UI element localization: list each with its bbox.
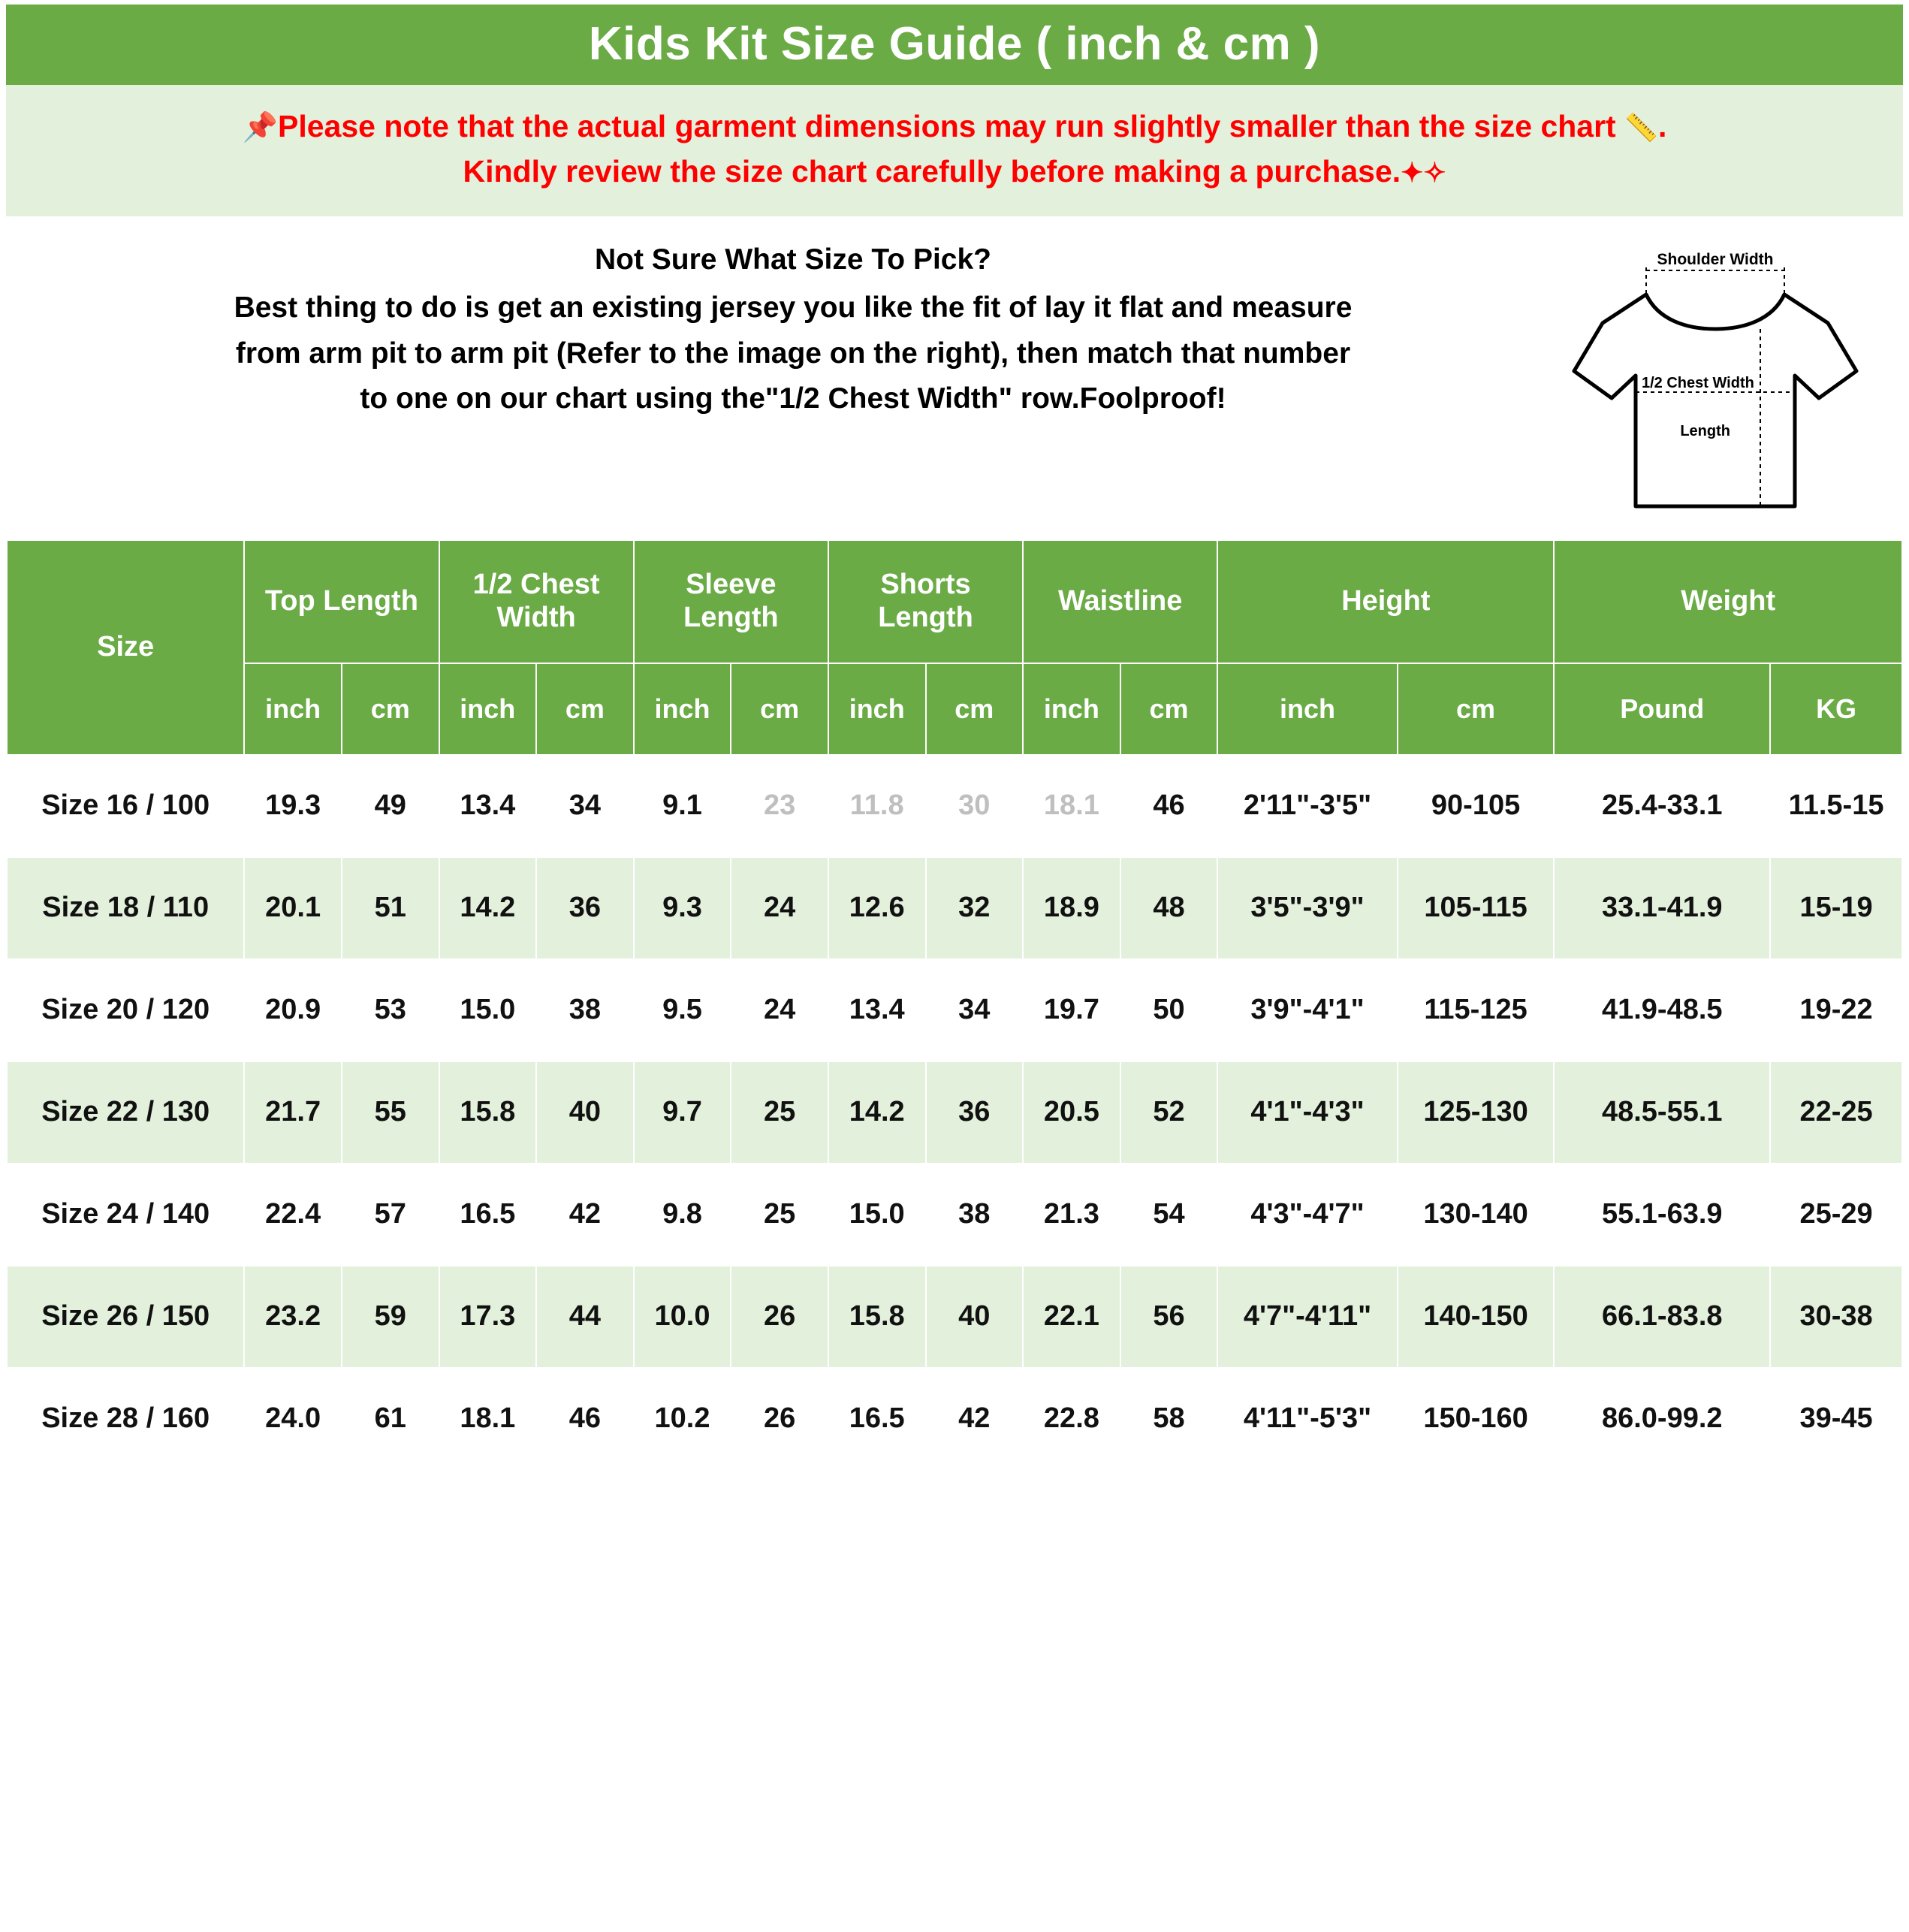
cell: 55.1-63.9 <box>1554 1164 1770 1266</box>
cell: 17.3 <box>439 1266 537 1368</box>
cell: 22-25 <box>1770 1061 1902 1164</box>
cell: 25 <box>731 1164 828 1266</box>
help-line-3: to one on our chart using the"1/2 Chest Width" row.Foolproof! <box>360 382 1226 415</box>
cell: 54 <box>1120 1164 1218 1266</box>
cell: 25 <box>731 1061 828 1164</box>
cell: 4'7"-4'11" <box>1217 1266 1397 1368</box>
cell: 26 <box>731 1368 828 1470</box>
cell: 26 <box>731 1266 828 1368</box>
cell: 9.8 <box>634 1164 731 1266</box>
table-header-groups <box>7 540 1902 663</box>
cell: 16.5 <box>828 1368 926 1470</box>
cell: 36 <box>926 1061 1024 1164</box>
cell: 25.4-33.1 <box>1554 755 1770 857</box>
unit-sleeve-cm: cm <box>731 663 828 755</box>
header-half-chest-width: 1/2 Chest Width <box>439 540 634 663</box>
unit-sleeve-inch: inch <box>634 663 731 755</box>
unit-weight-pound: Pound <box>1554 663 1770 755</box>
unit-top-length-inch: inch <box>244 663 342 755</box>
header-height: Height <box>1217 540 1554 663</box>
page-title: Kids Kit Size Guide ( inch & cm ) <box>6 5 1903 85</box>
cell: 14.2 <box>439 857 537 959</box>
cell: 34 <box>536 755 634 857</box>
cell: 19.3 <box>244 755 342 857</box>
cell: 125-130 <box>1398 1061 1555 1164</box>
cell: 55 <box>342 1061 439 1164</box>
cell: 38 <box>926 1164 1024 1266</box>
cell: 13.4 <box>828 959 926 1061</box>
header-size: Size <box>7 540 244 755</box>
row-size: Size 26 / 150 <box>7 1266 244 1368</box>
cell: 16.5 <box>439 1164 537 1266</box>
cell: 40 <box>536 1061 634 1164</box>
cell: 21.7 <box>244 1061 342 1164</box>
cell: 53 <box>342 959 439 1061</box>
cell: 4'3"-4'7" <box>1217 1164 1397 1266</box>
sparkle-icon: ✦✧ <box>1401 156 1446 188</box>
help-line-2: from arm pit to arm pit (Refer to the image on the right), then match that number <box>235 337 1351 370</box>
table-row <box>7 959 1902 1061</box>
cell: 25-29 <box>1770 1164 1902 1266</box>
cell: 42 <box>536 1164 634 1266</box>
cell: 105-115 <box>1398 857 1555 959</box>
cell: 2'11"-3'5" <box>1217 755 1397 857</box>
cell: 46 <box>1120 755 1218 857</box>
cell: 36 <box>536 857 634 959</box>
table-row <box>7 1164 1902 1266</box>
cell: 12.6 <box>828 857 926 959</box>
header-top-length: Top Length <box>244 540 439 663</box>
cell: 48 <box>1120 857 1218 959</box>
cell: 90-105 <box>1398 755 1555 857</box>
help-line-1: Best thing to do is get an existing jersey you like the fit of lay it flat and measure <box>234 291 1353 325</box>
help-headline: Not Sure What Size To Pick? <box>594 243 991 276</box>
unit-waist-cm: cm <box>1120 663 1218 755</box>
unit-shorts-inch: inch <box>828 663 926 755</box>
cell: 41.9-48.5 <box>1554 959 1770 1061</box>
cell: 20.9 <box>244 959 342 1061</box>
table-row <box>7 857 1902 959</box>
notice-text-1-end: . <box>1657 109 1667 144</box>
cell: 24 <box>731 959 828 1061</box>
cell: 140-150 <box>1398 1266 1555 1368</box>
length-label: Length <box>1680 422 1730 439</box>
row-size: Size 16 / 100 <box>7 755 244 857</box>
cell: 18.1 <box>439 1368 537 1470</box>
cell: 9.7 <box>634 1061 731 1164</box>
cell: 10.0 <box>634 1266 731 1368</box>
notice-text-1: Please note that the actual garment dimensions may run slightly smaller than the size chart <box>277 109 1616 144</box>
cell: 150-160 <box>1398 1368 1555 1470</box>
cell: 13.4 <box>439 755 537 857</box>
cell: 14.2 <box>828 1061 926 1164</box>
cell: 50 <box>1120 959 1218 1061</box>
notice-line-2 <box>29 149 1880 194</box>
size-chart-table <box>6 539 1903 1471</box>
cell: 15.8 <box>439 1061 537 1164</box>
cell: 9.5 <box>634 959 731 1061</box>
cell: 44 <box>536 1266 634 1368</box>
cell: 49 <box>342 755 439 857</box>
cell: 48.5-55.1 <box>1554 1061 1770 1164</box>
cell: 9.3 <box>634 857 731 959</box>
table-row <box>7 1368 1902 1470</box>
cell: 15.0 <box>828 1164 926 1266</box>
unit-waist-inch: inch <box>1023 663 1120 755</box>
notice-block <box>6 85 1903 218</box>
header-sleeve-length: Sleeve Length <box>634 540 828 663</box>
cell: 39-45 <box>1770 1368 1902 1470</box>
cell: 24.0 <box>244 1368 342 1470</box>
cell: 34 <box>926 959 1024 1061</box>
cell: 130-140 <box>1398 1164 1555 1266</box>
cell: 9.1 <box>634 755 731 857</box>
table-body <box>7 755 1902 1470</box>
row-size: Size 28 / 160 <box>7 1368 244 1470</box>
unit-chest-inch: inch <box>439 663 537 755</box>
shoulder-width-label: Shoulder Width <box>1657 250 1774 268</box>
cell: 22.1 <box>1023 1266 1120 1368</box>
unit-top-length-cm: cm <box>342 663 439 755</box>
tshirt-measure-diagram <box>1558 237 1888 521</box>
help-block <box>6 218 1903 539</box>
cell: 23 <box>731 755 828 857</box>
cell: 23.2 <box>244 1266 342 1368</box>
table-row <box>7 755 1902 857</box>
cell: 57 <box>342 1164 439 1266</box>
unit-weight-kg: KG <box>1770 663 1902 755</box>
row-size: Size 20 / 120 <box>7 959 244 1061</box>
cell: 4'1"-4'3" <box>1217 1061 1397 1164</box>
cell: 58 <box>1120 1368 1218 1470</box>
notice-text-2: Kindly review the size chart carefully before making a purchase. <box>463 153 1401 189</box>
cell: 40 <box>926 1266 1024 1368</box>
row-size: Size 18 / 110 <box>7 857 244 959</box>
cell: 11.5-15 <box>1770 755 1902 857</box>
cell: 15-19 <box>1770 857 1902 959</box>
cell: 32 <box>926 857 1024 959</box>
cell: 51 <box>342 857 439 959</box>
cell: 115-125 <box>1398 959 1555 1061</box>
row-size: Size 22 / 130 <box>7 1061 244 1164</box>
cell: 86.0-99.2 <box>1554 1368 1770 1470</box>
cell: 18.9 <box>1023 857 1120 959</box>
table-row <box>7 1266 1902 1368</box>
cell: 42 <box>926 1368 1024 1470</box>
cell: 10.2 <box>634 1368 731 1470</box>
cell: 18.1 <box>1023 755 1120 857</box>
cell: 11.8 <box>828 755 926 857</box>
pin-icon: 📌 <box>242 112 278 144</box>
cell: 22.4 <box>244 1164 342 1266</box>
chest-width-label: 1/2 Chest Width <box>1642 374 1754 391</box>
header-waistline: Waistline <box>1023 540 1217 663</box>
header-weight: Weight <box>1554 540 1902 663</box>
cell: 3'5"-3'9" <box>1217 857 1397 959</box>
cell: 24 <box>731 857 828 959</box>
cell: 21.3 <box>1023 1164 1120 1266</box>
cell: 59 <box>342 1266 439 1368</box>
cell: 38 <box>536 959 634 1061</box>
row-size: Size 24 / 140 <box>7 1164 244 1266</box>
unit-height-inch: inch <box>1217 663 1397 755</box>
cell: 4'11"-5'3" <box>1217 1368 1397 1470</box>
cell: 46 <box>536 1368 634 1470</box>
header-shorts-length: Shorts Length <box>828 540 1023 663</box>
notice-line-1 <box>29 104 1880 149</box>
help-text <box>21 237 1558 422</box>
cell: 52 <box>1120 1061 1218 1164</box>
unit-chest-cm: cm <box>536 663 634 755</box>
cell: 19.7 <box>1023 959 1120 1061</box>
unit-height-cm: cm <box>1398 663 1555 755</box>
table-row <box>7 1061 1902 1164</box>
cell: 19-22 <box>1770 959 1902 1061</box>
ruler-icon: 📏 <box>1624 112 1658 143</box>
table-header-units <box>7 663 1902 755</box>
tshirt-icon <box>1558 251 1873 521</box>
cell: 56 <box>1120 1266 1218 1368</box>
cell: 15.0 <box>439 959 537 1061</box>
cell: 3'9"-4'1" <box>1217 959 1397 1061</box>
cell: 20.5 <box>1023 1061 1120 1164</box>
cell: 22.8 <box>1023 1368 1120 1470</box>
cell: 20.1 <box>244 857 342 959</box>
cell: 61 <box>342 1368 439 1470</box>
unit-shorts-cm: cm <box>926 663 1024 755</box>
cell: 66.1-83.8 <box>1554 1266 1770 1368</box>
cell: 30 <box>926 755 1024 857</box>
cell: 30-38 <box>1770 1266 1902 1368</box>
cell: 15.8 <box>828 1266 926 1368</box>
cell: 33.1-41.9 <box>1554 857 1770 959</box>
